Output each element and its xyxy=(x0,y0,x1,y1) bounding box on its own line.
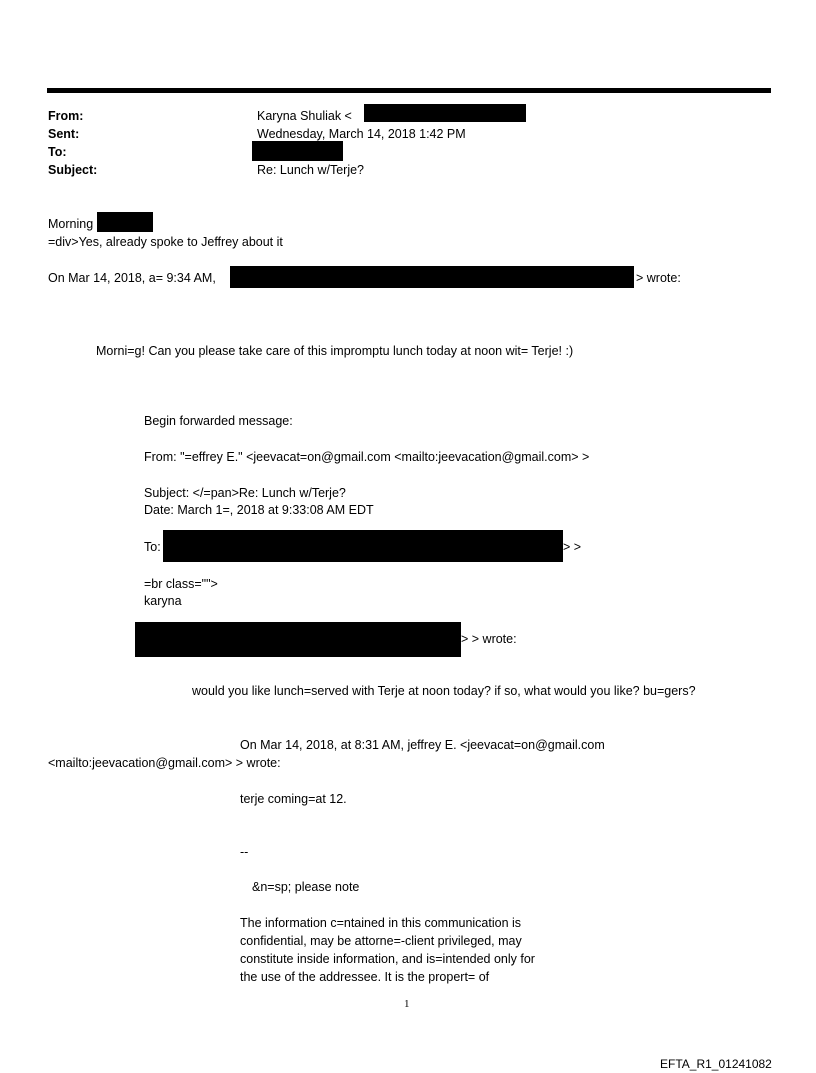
sent-label: Sent: xyxy=(48,127,80,141)
to-label: To: xyxy=(48,145,67,159)
quote-header: On Mar 14, 2018, a= 9:34 AM, xyxy=(48,271,216,285)
request-line: Morni=g! Can you please take care of this impromptu lunch today at noon wit= Terje! :) xyxy=(96,344,574,358)
terje-line: terje coming=at 12. xyxy=(240,792,347,806)
redaction-box xyxy=(364,104,526,122)
redaction-box xyxy=(163,530,563,562)
greeting: Morning xyxy=(48,217,94,231)
redaction-box xyxy=(230,266,634,288)
signoff: karyna xyxy=(144,594,182,608)
forward-date: Date: March 1=, 2018 at 9:33:08 AM EDT xyxy=(144,503,374,517)
quote-header-suffix: > wrote: xyxy=(636,271,681,285)
forward-to-suffix: > > xyxy=(563,540,582,554)
disclaimer-line: The information c=ntained in this communication is xyxy=(240,916,522,930)
redaction-box xyxy=(97,212,153,232)
forward-to-label: To: xyxy=(144,540,161,554)
subject-value: Re: Lunch w/Terje? xyxy=(257,163,365,177)
forward-heading: Begin forwarded message: xyxy=(144,414,293,428)
reply-line: =div>Yes, already spoke to Jeffrey about it xyxy=(48,235,283,249)
page-number: 1 xyxy=(404,998,410,1010)
disclaimer-line: confidential, may be attorne=-client privileged, may xyxy=(240,934,522,948)
from-label: From: xyxy=(48,109,84,123)
quote-suffix: > > wrote: xyxy=(461,632,517,646)
redaction-box xyxy=(135,622,461,657)
disclaimer-line: constitute inside information, and is=intended only for xyxy=(240,952,535,966)
forward-from: From: "=effrey E." <jeevacat=on@gmail.com <mailto:jeevacation@gmail.com> > xyxy=(144,450,590,464)
bates-number: EFTA_R1_01241082 xyxy=(660,1057,772,1071)
lunch-question: would you like lunch=served with Terje at noon today? if so, what would you like? bu=gers? xyxy=(192,684,696,698)
header-rule xyxy=(47,88,771,93)
please-note: &n=sp; please note xyxy=(252,880,360,894)
sent-value: Wednesday, March 14, 2018 1:42 PM xyxy=(257,127,466,141)
quote-header-line1: On Mar 14, 2018, at 8:31 AM, jeffrey E. <jeevacat=on@gmail.com xyxy=(240,738,605,752)
br-line: =br class=""> xyxy=(144,577,218,591)
subject-label: Subject: xyxy=(48,163,98,177)
redaction-box xyxy=(252,141,343,161)
disclaimer-line: the use of the addressee. It is the propert= of xyxy=(240,970,490,984)
signature-dashes: -- xyxy=(240,845,249,859)
from-value: Karyna Shuliak < xyxy=(257,109,352,123)
quote-header-line2: <mailto:jeevacation@gmail.com> > wrote: xyxy=(48,756,281,770)
forward-subject: Subject: </=pan>Re: Lunch w/Terje? xyxy=(144,486,346,500)
